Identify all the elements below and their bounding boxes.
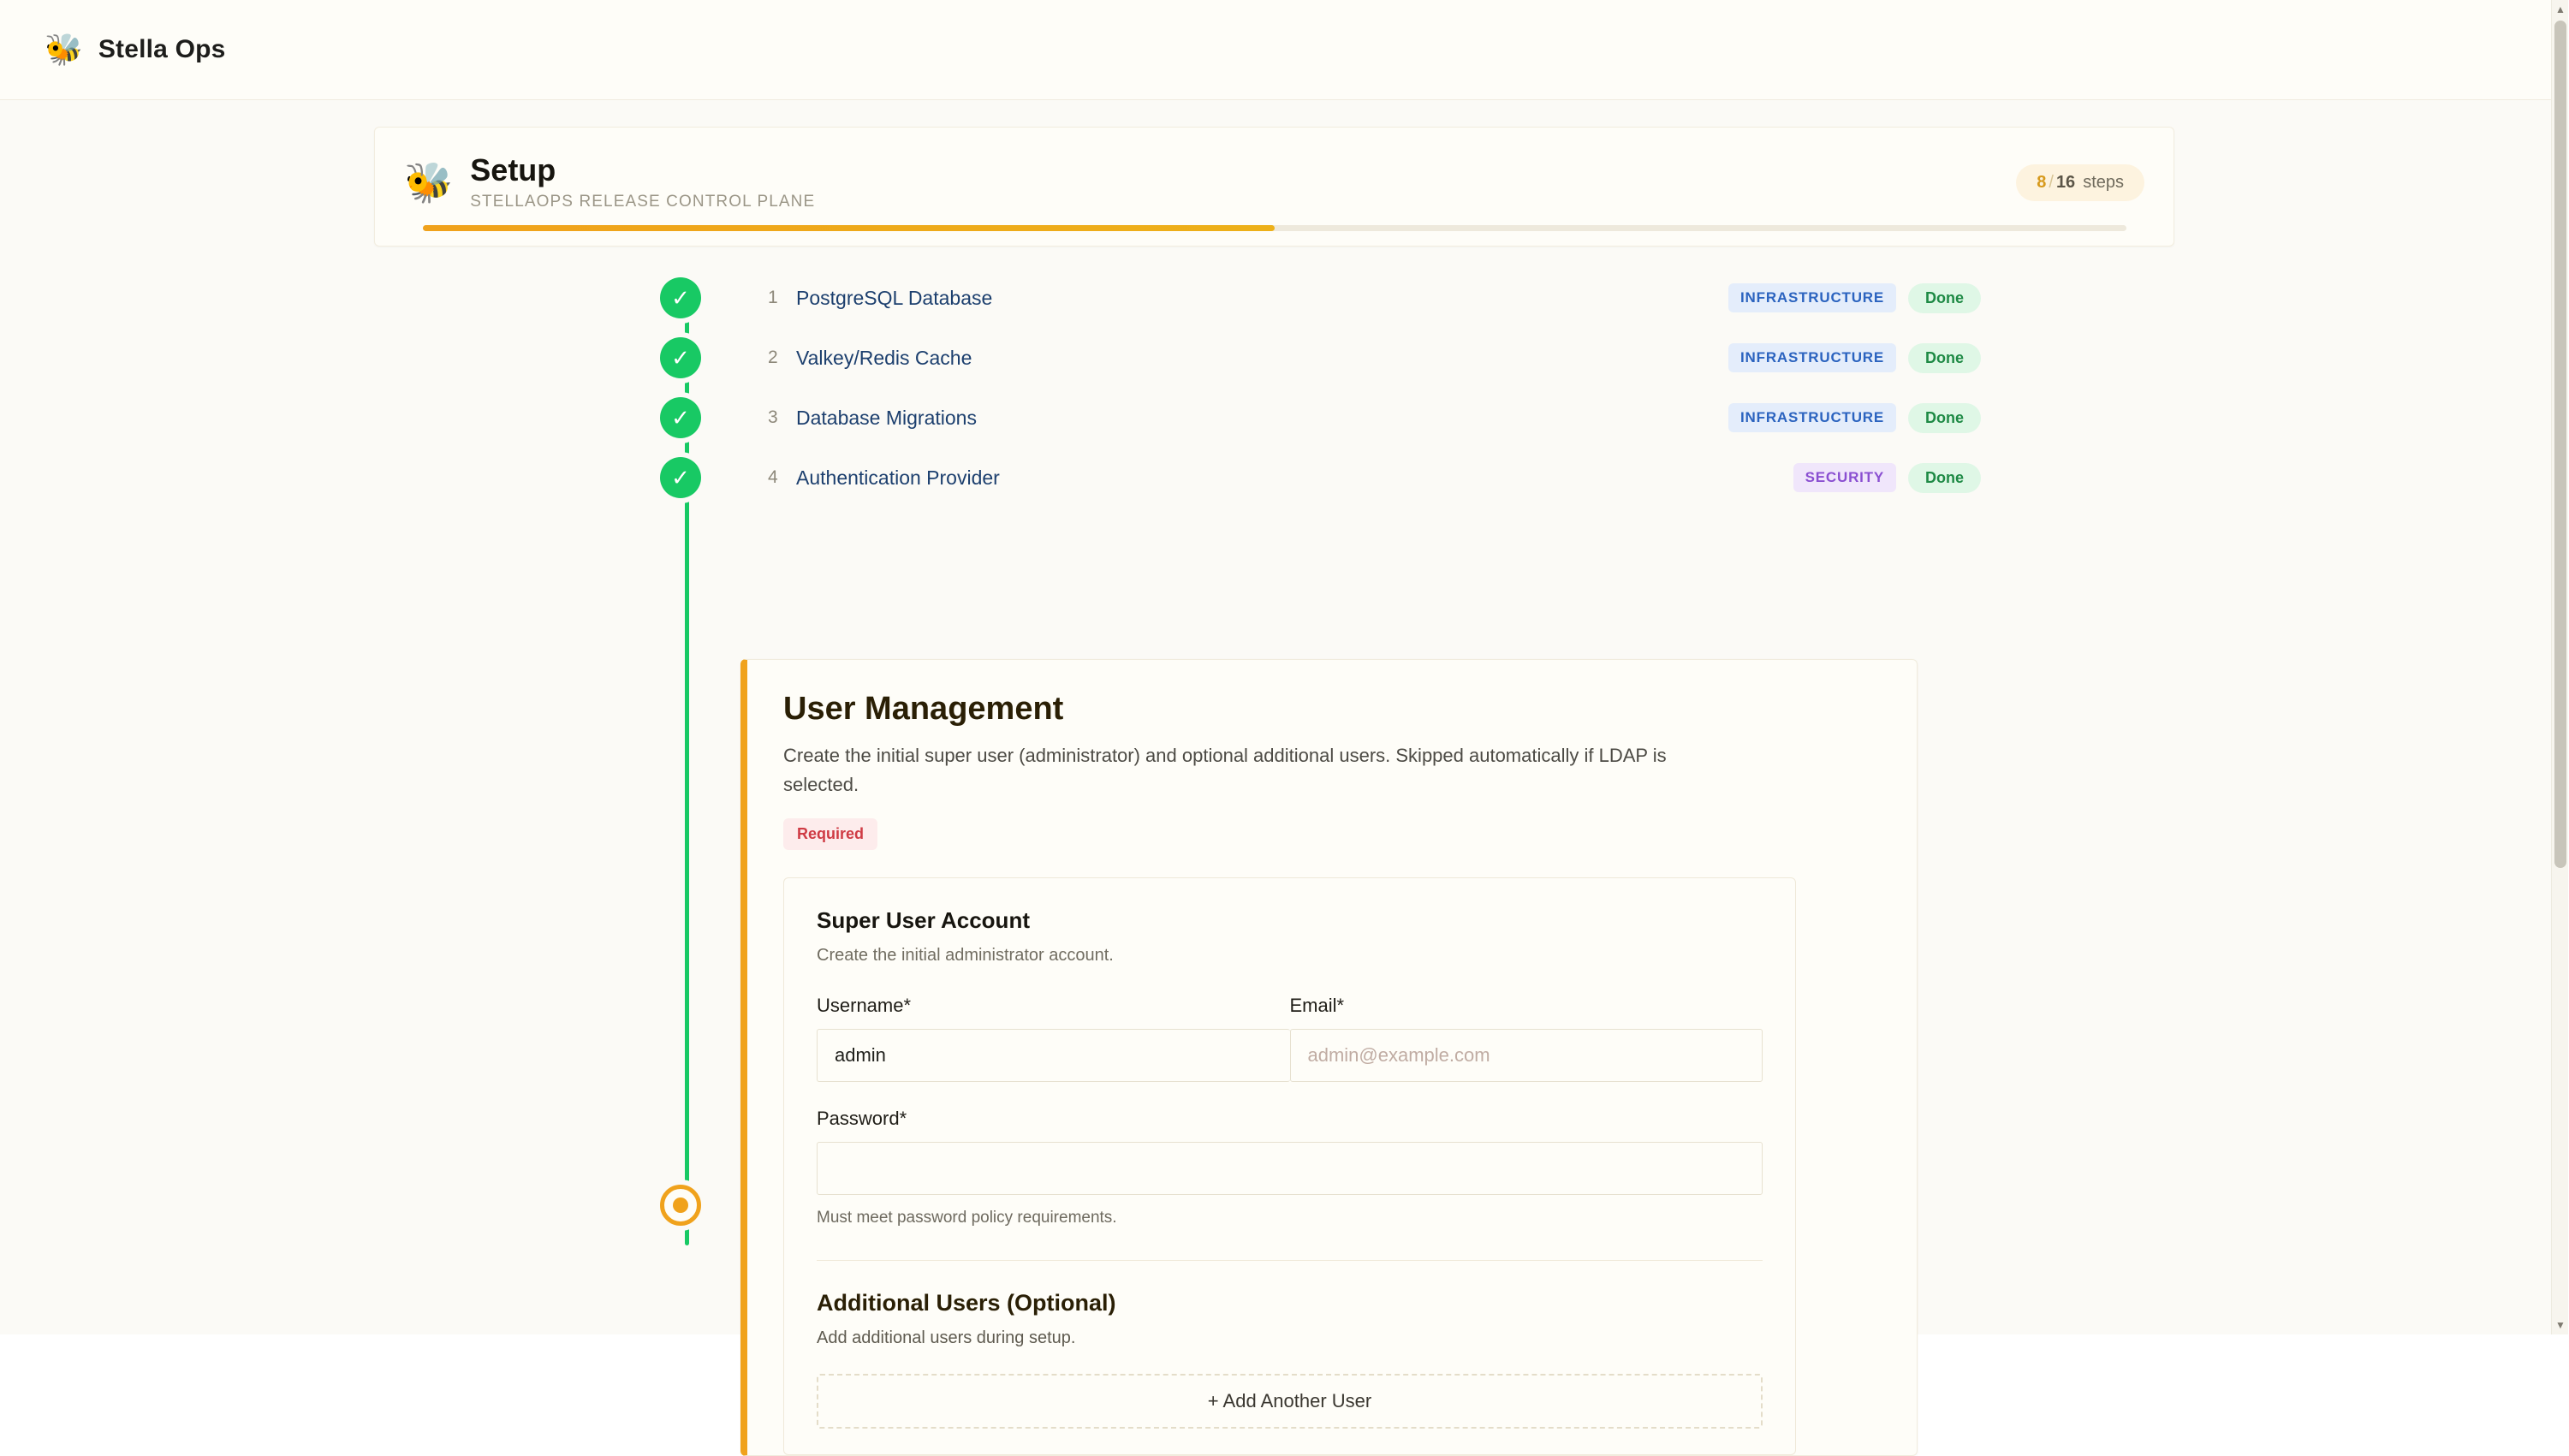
step-category-tag: INFRASTRUCTURE <box>1728 343 1896 372</box>
vertical-scrollbar[interactable] <box>2551 0 2568 1334</box>
setup-titles <box>470 153 2016 211</box>
stella-logo-icon: 🐝 <box>45 32 83 67</box>
required-badge: Required <box>783 818 877 850</box>
step-label: Database Migrations <box>796 406 977 429</box>
status-badge: Done <box>1908 463 1981 493</box>
status-badge: Done <box>1908 343 1981 373</box>
password-label: Password* <box>817 1108 907 1130</box>
step-number: 4 <box>768 467 778 487</box>
email-field-group <box>1290 995 1763 1082</box>
email-input[interactable]: admin@example.com <box>1290 1029 1763 1082</box>
add-another-user-button[interactable]: + Add Another User <box>817 1374 1763 1429</box>
username-input[interactable]: admin <box>817 1029 1290 1082</box>
steps-current: 8 <box>2037 172 2047 192</box>
check-icon: ✓ <box>660 457 701 498</box>
password-hint: Must meet password policy requirements. <box>817 1209 1117 1227</box>
username-field-group <box>817 995 1290 1082</box>
step-item-authentication-provider[interactable] <box>0 448 2551 508</box>
active-step-panel-user-management <box>740 659 1918 1456</box>
setup-progress-bar <box>423 225 2126 231</box>
steps-separator: / <box>2049 172 2054 192</box>
page-subtitle: STELLAOPS RELEASE CONTROL PLANE <box>470 192 816 211</box>
section-divider <box>817 1260 1763 1261</box>
step-number: 2 <box>768 348 778 367</box>
setup-progress-fill <box>423 225 1275 231</box>
step-label: Valkey/Redis Cache <box>796 346 972 369</box>
step-item-valkey-redis-cache[interactable] <box>0 328 2551 388</box>
step-label: Authentication Provider <box>796 466 1000 489</box>
step-number: 3 <box>768 407 778 427</box>
panel-description: Create the initial super user (administrator) and optional additional users. Skipped automatically if LDAP is selected. <box>783 745 1667 796</box>
step-category-tag: INFRASTRUCTURE <box>1728 283 1896 312</box>
check-icon: ✓ <box>660 277 701 318</box>
credentials-row <box>817 995 1763 1082</box>
username-label: Username* <box>817 995 912 1017</box>
steps-total: 16 <box>2055 172 2076 192</box>
brand-name: Stella Ops <box>98 35 226 63</box>
additional-users-title: Additional Users (Optional) <box>817 1290 1116 1316</box>
chevron-down-icon[interactable]: ▼ <box>2555 1319 2566 1331</box>
panel-title: User Management <box>783 691 1064 727</box>
scrollbar-thumb[interactable] <box>2554 21 2566 868</box>
step-number: 1 <box>768 288 778 307</box>
brand[interactable] <box>45 34 226 65</box>
check-icon: ✓ <box>660 397 701 438</box>
email-label: Email* <box>1289 995 1345 1017</box>
top-bar <box>0 0 2551 100</box>
step-item-postgresql-database[interactable] <box>0 268 2551 328</box>
status-badge: Done <box>1908 403 1981 433</box>
check-icon: ✓ <box>660 337 701 378</box>
steps-counter-badge <box>2016 164 2144 201</box>
page-body <box>0 100 2551 1412</box>
super-user-subtitle: Create the initial administrator account. <box>817 946 1114 966</box>
step-category-tag: SECURITY <box>1793 463 1896 492</box>
current-step-indicator <box>660 1185 701 1226</box>
status-badge: Done <box>1908 283 1981 313</box>
step-item-database-migrations[interactable] <box>0 388 2551 448</box>
setup-logo-icon: 🐝 <box>404 160 454 205</box>
steps-label: steps <box>2083 172 2124 192</box>
password-input[interactable] <box>817 1142 1763 1195</box>
setup-header-inner <box>375 128 2174 213</box>
step-category-tag: INFRASTRUCTURE <box>1728 403 1896 432</box>
setup-header-card <box>374 127 2174 247</box>
setup-steps-list <box>0 268 2551 508</box>
step-label: PostgreSQL Database <box>796 286 993 309</box>
super-user-title: Super User Account <box>817 907 1030 934</box>
current-step-dot <box>673 1197 688 1213</box>
password-field-group <box>817 1108 1763 1227</box>
super-user-account-card <box>783 877 1796 1455</box>
page-title: Setup <box>470 152 556 188</box>
additional-users-subtitle: Add additional users during setup. <box>817 1328 1076 1348</box>
chevron-up-icon[interactable]: ▲ <box>2555 3 2566 15</box>
